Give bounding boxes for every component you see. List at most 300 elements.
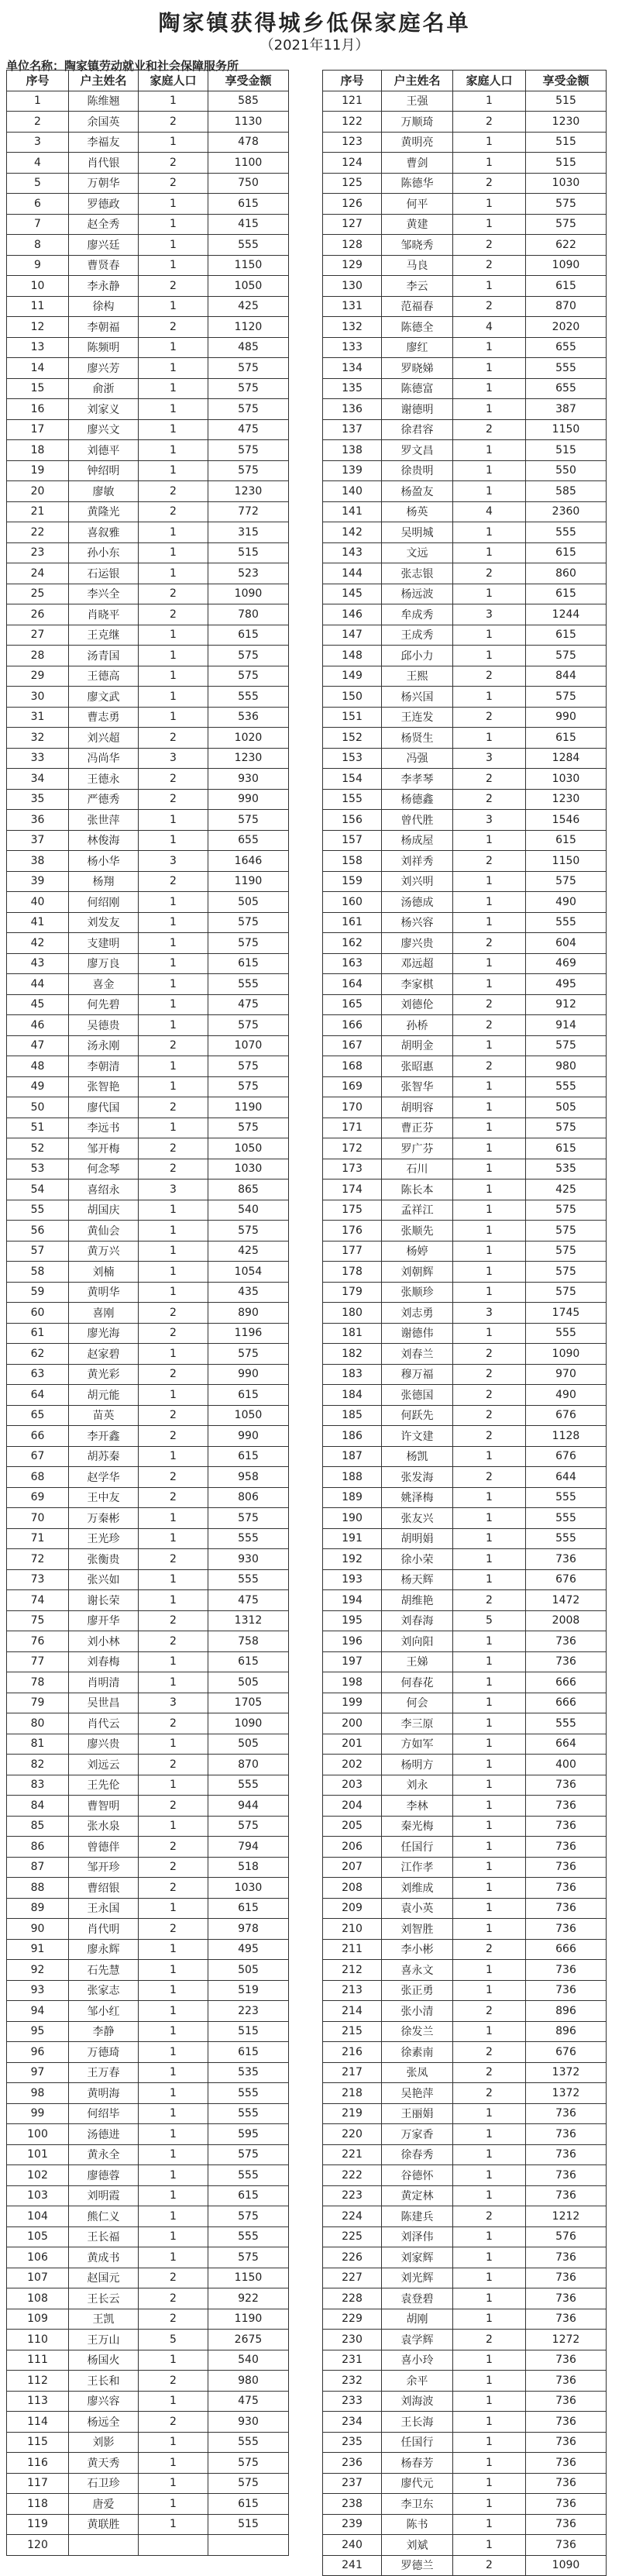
amount-cell: 575 — [208, 358, 289, 379]
household-size-cell: 1 — [453, 728, 526, 749]
household-size-cell: 1 — [139, 2515, 208, 2536]
name-cell: 徐构 — [69, 297, 139, 318]
household-size-cell: 2 — [453, 2083, 526, 2104]
name-cell: 刘家义 — [69, 399, 139, 420]
household-size-cell: 1 — [139, 1221, 208, 1242]
amount-cell: 505 — [208, 1960, 289, 1981]
seq-cell: 93 — [7, 1981, 69, 2002]
seq-cell: 239 — [323, 2515, 382, 2536]
name-cell: 刘永 — [382, 1775, 453, 1796]
household-size-cell: 1 — [453, 2247, 526, 2268]
amount-cell: 555 — [526, 1529, 607, 1550]
name-cell: 刘祥秀 — [382, 851, 453, 872]
household-size-cell: 1 — [139, 2083, 208, 2104]
household-size-cell: 1 — [453, 133, 526, 153]
amount-cell: 575 — [526, 1242, 607, 1262]
seq-cell: 238 — [323, 2494, 382, 2515]
amount-cell: 425 — [208, 1242, 289, 1262]
household-size-cell: 1 — [139, 1015, 208, 1036]
household-size-cell: 1 — [139, 297, 208, 318]
name-cell: 廖文武 — [69, 687, 139, 708]
name-cell: 江作孝 — [382, 1858, 453, 1879]
seq-cell: 86 — [7, 1837, 69, 1858]
seq-cell: 165 — [323, 995, 382, 1016]
household-size-cell: 2 — [139, 1878, 208, 1899]
name-cell: 何跃先 — [382, 1406, 453, 1427]
amount-cell: 1150 — [208, 256, 289, 277]
amount-cell: 519 — [208, 1981, 289, 2002]
seq-cell: 118 — [7, 2494, 69, 2515]
seq-cell: 143 — [323, 543, 382, 564]
amount-cell: 575 — [526, 1262, 607, 1283]
name-cell: 邹晓秀 — [382, 235, 453, 256]
amount-cell: 490 — [526, 892, 607, 913]
seq-cell: 205 — [323, 1817, 382, 1837]
seq-cell: 28 — [7, 646, 69, 666]
amount-cell: 736 — [526, 2268, 607, 2289]
household-size-cell: 1 — [453, 1549, 526, 1570]
seq-cell: 130 — [323, 276, 382, 297]
amount-cell: 469 — [526, 954, 607, 975]
seq-cell: 210 — [323, 1919, 382, 1940]
seq-cell: 101 — [7, 2145, 69, 2166]
amount-cell: 555 — [526, 1713, 607, 1734]
amount-cell: 495 — [208, 1940, 289, 1961]
seq-cell: 227 — [323, 2268, 382, 2289]
amount-cell: 736 — [526, 2494, 607, 2515]
household-size-cell: 1 — [453, 1529, 526, 1550]
seq-cell: 51 — [7, 1118, 69, 1139]
name-cell: 黄成书 — [69, 2247, 139, 2268]
household-size-cell: 2 — [139, 1755, 208, 1775]
name-cell: 万朝华 — [69, 174, 139, 195]
household-size-cell: 1 — [453, 2412, 526, 2433]
name-cell: 万德琦 — [69, 2042, 139, 2063]
seq-cell: 39 — [7, 872, 69, 893]
amount-cell: 615 — [526, 584, 607, 605]
name-cell: 王德高 — [69, 666, 139, 687]
amount-cell: 536 — [208, 708, 289, 728]
seq-cell: 32 — [7, 728, 69, 749]
amount-cell: 1030 — [526, 769, 607, 790]
household-size-cell: 1 — [139, 440, 208, 461]
household-size-cell: 2 — [453, 256, 526, 277]
seq-cell: 8 — [7, 235, 69, 256]
name-cell: 严德秀 — [69, 790, 139, 811]
name-cell: 何绍毕 — [69, 2104, 139, 2125]
name-cell: 黄永全 — [69, 2145, 139, 2166]
name-cell: 刘光辉 — [382, 2268, 453, 2289]
seq-cell: 139 — [323, 461, 382, 482]
household-size-cell: 1 — [139, 2474, 208, 2495]
seq-cell: 78 — [7, 1672, 69, 1693]
household-size-cell: 2 — [139, 1488, 208, 1509]
amount-cell: 575 — [526, 1221, 607, 1242]
household-size-cell: 1 — [453, 1837, 526, 1858]
amount-cell: 615 — [526, 625, 607, 646]
amount-cell: 575 — [208, 666, 289, 687]
household-size-cell: 1 — [139, 1344, 208, 1365]
household-size-cell: 2 — [453, 1385, 526, 1406]
seq-cell: 236 — [323, 2453, 382, 2474]
name-cell: 刘维成 — [382, 1878, 453, 1899]
amount-cell: 1050 — [208, 1406, 289, 1427]
amount-cell: 736 — [526, 1775, 607, 1796]
name-cell: 廖代国 — [69, 1097, 139, 1118]
seq-cell: 192 — [323, 1549, 382, 1570]
household-size-cell: 1 — [139, 399, 208, 420]
seq-cell: 31 — [7, 708, 69, 728]
household-size-cell: 1 — [453, 1919, 526, 1940]
name-cell: 袁登碧 — [382, 2288, 453, 2309]
name-cell: 王熙 — [382, 666, 453, 687]
name-cell: 徐贵明 — [382, 461, 453, 482]
seq-cell: 98 — [7, 2083, 69, 2104]
household-size-cell: 1 — [453, 2350, 526, 2371]
seq-cell: 158 — [323, 851, 382, 872]
seq-cell: 116 — [7, 2453, 69, 2474]
seq-cell: 15 — [7, 379, 69, 400]
seq-cell: 33 — [7, 749, 69, 770]
amount-cell: 615 — [208, 194, 289, 215]
amount-cell: 576 — [526, 2227, 607, 2248]
household-size-cell: 2 — [139, 1858, 208, 1879]
amount-cell: 990 — [208, 1365, 289, 1386]
household-size-cell: 2 — [139, 872, 208, 893]
household-size-cell: 2 — [453, 1590, 526, 1611]
header-name: 户主姓名 — [69, 71, 139, 91]
seq-cell: 73 — [7, 1570, 69, 1591]
name-cell: 张德国 — [382, 1385, 453, 1406]
amount-cell: 615 — [208, 1447, 289, 1468]
name-cell: 曾代胜 — [382, 810, 453, 831]
name-cell: 俞浙 — [69, 379, 139, 400]
seq-cell: 151 — [323, 708, 382, 728]
seq-cell: 232 — [323, 2371, 382, 2392]
seq-cell: 195 — [323, 1611, 382, 1632]
seq-cell: 233 — [323, 2392, 382, 2412]
amount-cell: 736 — [526, 1919, 607, 1940]
amount-cell: 736 — [526, 1837, 607, 1858]
amount-cell: 1372 — [526, 2063, 607, 2084]
seq-cell: 53 — [7, 1159, 69, 1180]
amount-cell: 1030 — [526, 174, 607, 195]
amount-cell: 615 — [208, 1385, 289, 1406]
seq-cell: 204 — [323, 1796, 382, 1817]
seq-cell: 185 — [323, 1406, 382, 1427]
amount-cell: 736 — [526, 2288, 607, 2309]
name-cell: 曹智明 — [69, 1796, 139, 1817]
household-size-cell: 2 — [139, 174, 208, 195]
amount-cell: 1030 — [208, 1878, 289, 1899]
name-cell: 胡刚 — [382, 2309, 453, 2330]
household-size-cell: 1 — [453, 1283, 526, 1303]
household-size-cell: 2 — [139, 728, 208, 749]
household-size-cell: 1 — [453, 1488, 526, 1509]
name-cell: 廖开华 — [69, 1611, 139, 1632]
name-cell: 刘春梅 — [69, 1652, 139, 1673]
name-cell: 孙小东 — [69, 543, 139, 564]
household-size-cell: 2 — [139, 2288, 208, 2309]
name-cell: 张顺先 — [382, 1221, 453, 1242]
seq-cell: 85 — [7, 1817, 69, 1837]
seq-cell: 225 — [323, 2227, 382, 2248]
household-size-cell: 2 — [453, 420, 526, 441]
household-size-cell: 1 — [453, 1077, 526, 1098]
seq-cell: 54 — [7, 1180, 69, 1200]
amount-cell: 1100 — [208, 153, 289, 174]
household-size-cell: 1 — [453, 461, 526, 482]
amount-cell: 575 — [526, 872, 607, 893]
amount-cell: 615 — [208, 1652, 289, 1673]
amount-cell: 575 — [526, 1118, 607, 1139]
seq-cell: 124 — [323, 153, 382, 174]
seq-cell: 231 — [323, 2350, 382, 2371]
name-cell: 李福友 — [69, 133, 139, 153]
name-cell: 张友兴 — [382, 1508, 453, 1529]
seq-cell: 197 — [323, 1652, 382, 1673]
name-cell: 胡国庆 — [69, 1200, 139, 1221]
household-size-cell: 1 — [139, 810, 208, 831]
name-cell: 李静 — [69, 2022, 139, 2043]
amount-cell: 644 — [526, 1467, 607, 1488]
seq-cell: 214 — [323, 2001, 382, 2022]
seq-cell: 36 — [7, 810, 69, 831]
name-cell: 杨德鑫 — [382, 790, 453, 811]
name-cell: 胡苏秦 — [69, 1447, 139, 1468]
name-cell: 许文建 — [382, 1426, 453, 1447]
household-size-cell: 1 — [453, 1447, 526, 1468]
household-size-cell: 5 — [453, 1611, 526, 1632]
household-size-cell: 1 — [453, 1796, 526, 1817]
household-size-cell: 2 — [453, 563, 526, 584]
amount-cell: 540 — [208, 2350, 289, 2371]
amount-cell: 515 — [208, 2022, 289, 2043]
amount-cell: 555 — [526, 1077, 607, 1098]
seq-cell: 114 — [7, 2412, 69, 2433]
seq-cell: 141 — [323, 502, 382, 523]
seq-cell: 221 — [323, 2145, 382, 2166]
amount-cell: 914 — [526, 1015, 607, 1036]
household-size-cell: 2 — [139, 1365, 208, 1386]
household-size-cell: 1 — [139, 1262, 208, 1283]
household-size-cell: 1 — [453, 1755, 526, 1775]
household-size-cell: 1 — [139, 687, 208, 708]
seq-cell: 220 — [323, 2124, 382, 2145]
amount-cell: 958 — [208, 1467, 289, 1488]
seq-cell: 167 — [323, 1036, 382, 1057]
amount-cell: 1190 — [208, 2309, 289, 2330]
amount-cell: 575 — [526, 194, 607, 215]
seq-cell: 213 — [323, 1981, 382, 2002]
amount-cell: 555 — [526, 913, 607, 934]
seq-cell: 148 — [323, 646, 382, 666]
header-seq: 序号 — [323, 71, 382, 91]
household-size-cell: 2 — [139, 1467, 208, 1488]
seq-cell: 97 — [7, 2063, 69, 2084]
amount-cell: 736 — [526, 2145, 607, 2166]
header-name: 户主姓名 — [382, 71, 453, 91]
name-cell: 王长云 — [69, 2288, 139, 2309]
name-cell: 陈德富 — [382, 379, 453, 400]
amount-cell: 736 — [526, 2515, 607, 2536]
household-size-cell: 1 — [453, 2124, 526, 2145]
seq-cell: 196 — [323, 1631, 382, 1652]
household-size-cell: 2 — [453, 708, 526, 728]
name-cell: 李林 — [382, 1796, 453, 1817]
name-cell: 刘远云 — [69, 1755, 139, 1775]
name-cell: 汤永刚 — [69, 1036, 139, 1057]
household-size-cell: 1 — [453, 831, 526, 852]
name-cell: 陈建兵 — [382, 2206, 453, 2227]
amount-cell: 575 — [208, 1508, 289, 1529]
household-size-cell: 1 — [453, 2535, 526, 2556]
amount-cell: 772 — [208, 502, 289, 523]
household-size-cell: 2 — [139, 1631, 208, 1652]
amount-cell: 515 — [208, 543, 289, 564]
seq-cell: 37 — [7, 831, 69, 852]
household-size-cell: 2 — [139, 2309, 208, 2330]
name-cell: 支建明 — [69, 933, 139, 954]
amount-cell: 575 — [208, 1344, 289, 1365]
seq-cell: 193 — [323, 1570, 382, 1591]
household-size-cell: 1 — [139, 892, 208, 913]
amount-cell: 475 — [208, 2392, 289, 2412]
amount-cell: 1705 — [208, 1693, 289, 1714]
seq-cell: 175 — [323, 1200, 382, 1221]
household-size-cell: 1 — [139, 1570, 208, 1591]
household-size-cell: 2 — [453, 2042, 526, 2063]
seq-cell: 184 — [323, 1385, 382, 1406]
household-size-cell: 2 — [139, 481, 208, 502]
seq-cell: 108 — [7, 2288, 69, 2309]
amount-cell: 575 — [208, 2145, 289, 2166]
seq-cell: 191 — [323, 1529, 382, 1550]
name-cell: 李孝琴 — [382, 769, 453, 790]
name-cell: 万家香 — [382, 2124, 453, 2145]
name-cell: 徐小荣 — [382, 1549, 453, 1570]
household-size-cell: 1 — [139, 2124, 208, 2145]
name-cell: 袁小英 — [382, 1899, 453, 1920]
household-size-cell: 1 — [453, 1180, 526, 1200]
household-size-cell: 1 — [453, 1858, 526, 1879]
name-cell: 石卫珍 — [69, 2474, 139, 2495]
amount-cell: 615 — [526, 276, 607, 297]
name-cell: 吴德贵 — [69, 1015, 139, 1036]
name-cell: 文远 — [382, 543, 453, 564]
household-size-cell: 2 — [139, 1138, 208, 1159]
seq-cell: 89 — [7, 1899, 69, 1920]
household-size-cell: 4 — [453, 502, 526, 523]
seq-cell: 140 — [323, 481, 382, 502]
seq-cell: 19 — [7, 461, 69, 482]
seq-cell: 149 — [323, 666, 382, 687]
seq-cell: 10 — [7, 276, 69, 297]
name-cell: 刘朝辉 — [382, 1262, 453, 1283]
amount-cell: 315 — [208, 522, 289, 543]
amount-cell: 575 — [208, 1077, 289, 1098]
household-size-cell: 1 — [453, 625, 526, 646]
household-size-cell: 1 — [453, 194, 526, 215]
household-size-cell: 2 — [453, 851, 526, 872]
seq-cell: 156 — [323, 810, 382, 831]
seq-cell: 117 — [7, 2474, 69, 2495]
household-size-cell: 1 — [453, 2186, 526, 2207]
seq-cell: 226 — [323, 2247, 382, 2268]
name-cell: 徐素南 — [382, 2042, 453, 2063]
household-size-cell: 3 — [453, 604, 526, 625]
household-size-cell: 1 — [453, 584, 526, 605]
household-size-cell: 1 — [453, 687, 526, 708]
household-size-cell: 1 — [139, 2104, 208, 2125]
amount-cell: 575 — [208, 399, 289, 420]
name-cell: 徐君容 — [382, 420, 453, 441]
seq-cell: 7 — [7, 215, 69, 236]
name-cell: 邹小红 — [69, 2001, 139, 2022]
name-cell: 曹正芬 — [382, 1118, 453, 1139]
household-size-cell: 1 — [453, 2104, 526, 2125]
amount-cell: 1244 — [526, 604, 607, 625]
seq-cell: 229 — [323, 2309, 382, 2330]
household-size-cell: 1 — [139, 194, 208, 215]
amount-cell: 736 — [526, 2535, 607, 2556]
amount-cell: 1646 — [208, 851, 289, 872]
amount-cell: 1472 — [526, 1590, 607, 1611]
household-size-cell: 1 — [139, 522, 208, 543]
amount-cell: 475 — [208, 995, 289, 1016]
seq-cell: 153 — [323, 749, 382, 770]
household-size-cell: 1 — [453, 646, 526, 666]
seq-cell: 147 — [323, 625, 382, 646]
seq-cell: 173 — [323, 1159, 382, 1180]
amount-cell: 736 — [526, 2412, 607, 2433]
amount-cell: 896 — [526, 2022, 607, 2043]
seq-cell: 166 — [323, 1015, 382, 1036]
household-size-cell: 1 — [139, 1283, 208, 1303]
seq-cell: 113 — [7, 2392, 69, 2412]
seq-cell: 79 — [7, 1693, 69, 1714]
name-cell: 陈维翘 — [69, 91, 139, 112]
amount-cell: 1745 — [526, 1303, 607, 1324]
household-size-cell: 1 — [139, 2206, 208, 2227]
household-size-cell: 1 — [453, 2288, 526, 2309]
household-size-cell: 2 — [453, 933, 526, 954]
name-cell: 杨凯 — [382, 1447, 453, 1468]
amount-cell: 575 — [208, 646, 289, 666]
name-cell: 刘春海 — [382, 1611, 453, 1632]
seq-cell: 241 — [323, 2556, 382, 2576]
amount-cell: 1070 — [208, 1036, 289, 1057]
amount-cell: 435 — [208, 1283, 289, 1303]
amount-cell: 758 — [208, 1631, 289, 1652]
seq-cell: 66 — [7, 1426, 69, 1447]
household-size-cell: 1 — [453, 1899, 526, 1920]
household-size-cell: 1 — [139, 2494, 208, 2515]
name-cell: 余平 — [382, 2371, 453, 2392]
seq-cell: 58 — [7, 1262, 69, 1283]
amount-cell: 655 — [526, 379, 607, 400]
name-cell: 邱小力 — [382, 646, 453, 666]
seq-cell: 95 — [7, 2022, 69, 2043]
seq-cell: 186 — [323, 1426, 382, 1447]
name-cell: 刘德平 — [69, 440, 139, 461]
name-cell: 赵国元 — [69, 2268, 139, 2289]
household-size-cell: 1 — [453, 1878, 526, 1899]
name-cell: 王成秀 — [382, 625, 453, 646]
household-size-cell: 1 — [139, 1672, 208, 1693]
amount-cell: 585 — [208, 91, 289, 112]
name-cell: 谢德伟 — [382, 1324, 453, 1345]
